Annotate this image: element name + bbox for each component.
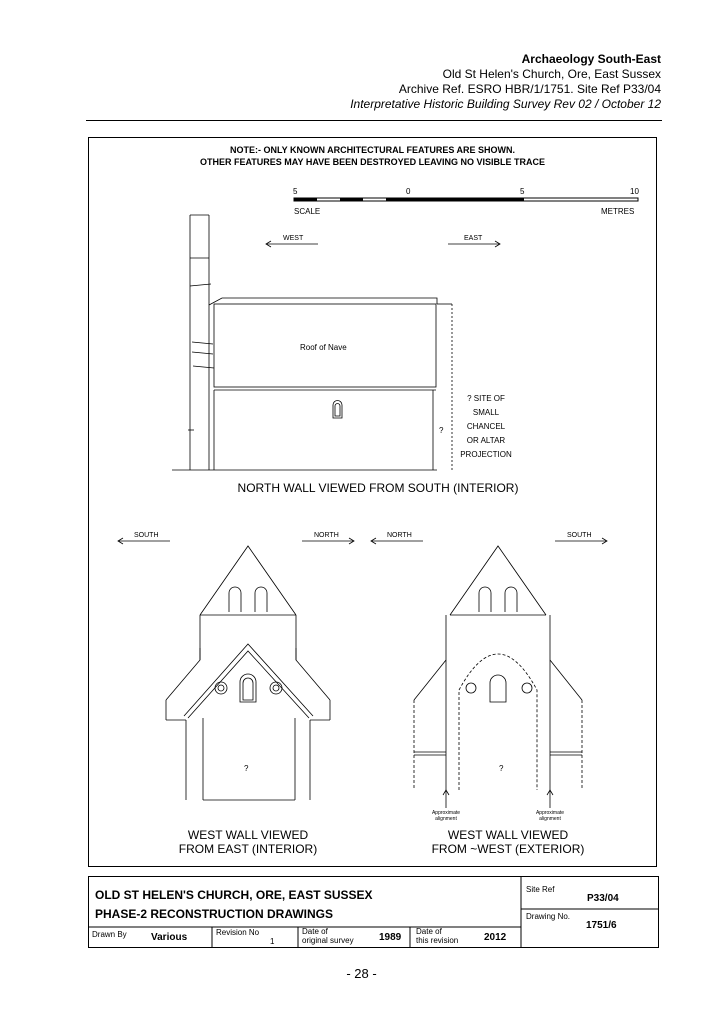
drawing-no-label: Drawing No.: [526, 912, 571, 921]
note-line-1: NOTE:- ONLY KNOWN ARCHITECTURAL FEATURES ARE SHOWN.: [230, 145, 515, 155]
org-name: Archaeology South-East: [521, 52, 661, 66]
west-interior-query: ?: [244, 764, 249, 773]
scale-tick-left: 5: [293, 187, 298, 196]
scale-tick-mid: 5: [520, 187, 525, 196]
alignment-label-line: alignment: [435, 816, 457, 822]
drawn-by-value: Various: [151, 932, 188, 943]
west-interior-arrow-right: NORTH: [314, 532, 339, 539]
west-interior-caption-line: WEST WALL VIEWED: [187, 828, 309, 842]
this-revision-label: [416, 927, 458, 945]
site-note-line: CHANCEL: [466, 422, 506, 431]
site-note-line: PROJECTION: [460, 450, 512, 459]
this-revision-label-line: this revision: [416, 936, 459, 945]
site-ref-label: Site Ref: [526, 885, 555, 894]
survey-title: Interpretative Historic Building Survey Rev 02 / October 12: [350, 97, 661, 111]
west-exterior-query: ?: [499, 764, 504, 773]
orig-survey-label-line: original survey: [302, 936, 354, 945]
arrow-west-label: WEST: [283, 235, 304, 242]
this-revision-value: 2012: [484, 932, 507, 943]
revision-label: Revision No: [216, 928, 260, 937]
alignment-label-line: alignment: [539, 816, 561, 822]
west-exterior-caption-line: WEST WALL VIEWED: [447, 828, 569, 842]
page-number: - 28 -: [346, 966, 377, 981]
site-note-line: ? SITE OF: [467, 394, 505, 403]
west-exterior-arrow-left: NORTH: [387, 532, 412, 539]
west-exterior-caption: [408, 828, 608, 856]
roof-of-nave-label: Roof of Nave: [300, 343, 347, 352]
west-exterior-arrow-right: SOUTH: [567, 532, 592, 539]
scale-label: SCALE: [294, 207, 321, 216]
west-exterior-caption-line: FROM ~WEST (EXTERIOR): [431, 842, 585, 856]
scale-tick-end: 10: [630, 187, 639, 196]
revision-value: 1: [270, 937, 275, 946]
site-ref-value: P33/04: [587, 893, 619, 904]
drawing-subtitle: PHASE-2 RECONSTRUCTION DRAWINGS: [95, 907, 334, 921]
drawing-no-value: 1751/6: [586, 920, 617, 931]
north-wall-query: ?: [439, 426, 444, 435]
north-wall-caption: NORTH WALL VIEWED FROM SOUTH (INTERIOR): [237, 481, 519, 495]
drawing-title: OLD ST HELEN'S CHURCH, ORE, EAST SUSSEX: [95, 888, 373, 902]
scale-tick-zero: 0: [406, 187, 411, 196]
orig-survey-label: [302, 927, 354, 945]
archive-ref: Archive Ref. ESRO HBR/1/1751. Site Ref P33/04: [398, 82, 661, 96]
site-note-line: SMALL: [472, 408, 500, 417]
title-block: [88, 876, 659, 948]
alignment-label-line: Approximate: [431, 810, 461, 816]
orig-survey-label-line: Date of: [302, 927, 328, 936]
site-name: Old St Helen's Church, Ore, East Sussex: [442, 67, 661, 81]
site-note-line: OR ALTAR: [466, 436, 506, 445]
scale-unit: METRES: [601, 207, 635, 216]
orig-survey-value: 1989: [379, 932, 402, 943]
west-interior-arrow-left: SOUTH: [134, 532, 159, 539]
alignment-label-left: [424, 810, 468, 822]
note-line-2: OTHER FEATURES MAY HAVE BEEN DESTROYED LEAVING NO VISIBLE TRACE: [199, 157, 546, 167]
west-interior-caption-line: FROM EAST (INTERIOR): [178, 842, 318, 856]
drawn-by-label: Drawn By: [92, 930, 127, 939]
alignment-label-line: Approximate: [535, 810, 565, 816]
alignment-label-right: [528, 810, 572, 822]
arrow-east-label: EAST: [464, 235, 483, 242]
this-revision-label-line: Date of: [416, 927, 442, 936]
